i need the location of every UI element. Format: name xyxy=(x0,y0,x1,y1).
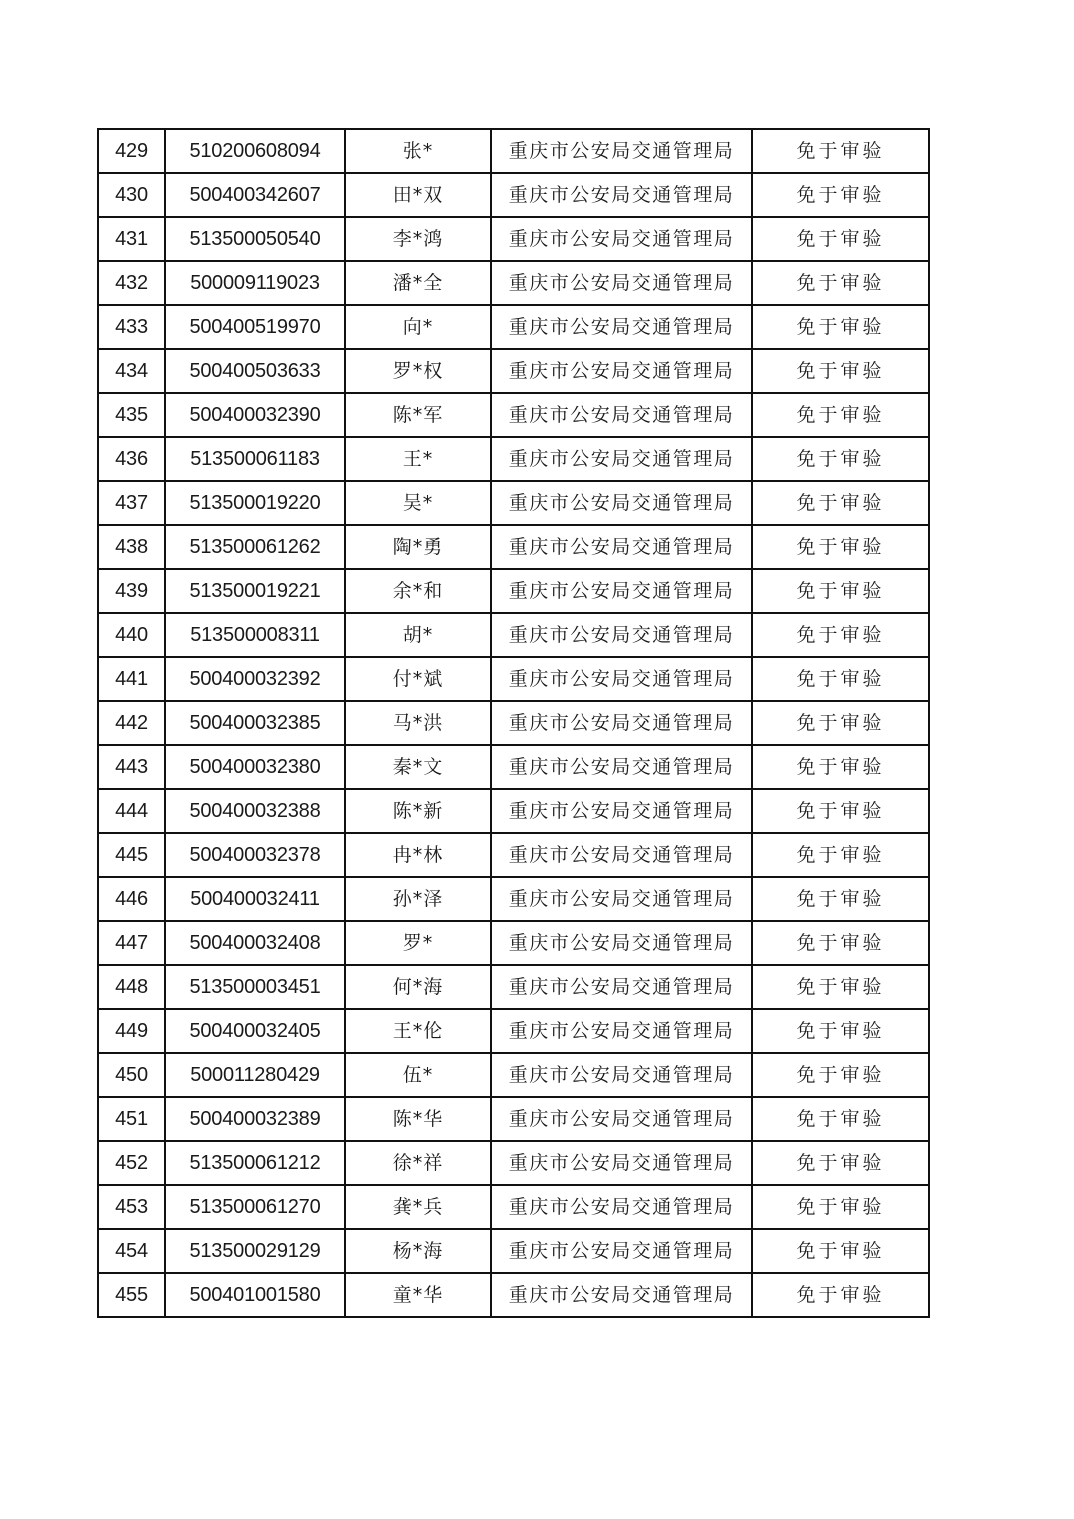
table-row xyxy=(98,701,929,745)
person-name-cell: 秦*文 xyxy=(345,745,491,789)
review-status-cell: 免于审验 xyxy=(752,1053,929,1097)
issuing-authority-cell: 重庆市公安局交通管理局 xyxy=(491,305,752,349)
issuing-authority-cell: 重庆市公安局交通管理局 xyxy=(491,1141,752,1185)
issuing-authority-cell: 重庆市公安局交通管理局 xyxy=(491,1229,752,1273)
issuing-authority-cell: 重庆市公安局交通管理局 xyxy=(491,481,752,525)
table-row xyxy=(98,1229,929,1273)
review-status-cell: 免于审验 xyxy=(752,437,929,481)
certificate-number-cell: 500400032378 xyxy=(165,833,345,877)
row-number-cell: 454 xyxy=(98,1229,165,1273)
table-row xyxy=(98,1141,929,1185)
table-row xyxy=(98,657,929,701)
table-row xyxy=(98,1053,929,1097)
review-status-cell: 免于审验 xyxy=(752,1229,929,1273)
certificate-number-cell: 513500050540 xyxy=(165,217,345,261)
review-status-cell: 免于审验 xyxy=(752,613,929,657)
row-number-cell: 429 xyxy=(98,129,165,173)
certificate-number-cell: 513500019221 xyxy=(165,569,345,613)
row-number-cell: 435 xyxy=(98,393,165,437)
certificate-number-cell: 513500061212 xyxy=(165,1141,345,1185)
table-row xyxy=(98,393,929,437)
review-status-cell: 免于审验 xyxy=(752,349,929,393)
review-status-cell: 免于审验 xyxy=(752,789,929,833)
row-number-cell: 438 xyxy=(98,525,165,569)
person-name-cell: 陈*军 xyxy=(345,393,491,437)
review-status-cell: 免于审验 xyxy=(752,1009,929,1053)
row-number-cell: 439 xyxy=(98,569,165,613)
review-status-cell: 免于审验 xyxy=(752,877,929,921)
review-status-cell: 免于审验 xyxy=(752,745,929,789)
review-status-cell: 免于审验 xyxy=(752,657,929,701)
table-row xyxy=(98,877,929,921)
person-name-cell: 陈*华 xyxy=(345,1097,491,1141)
issuing-authority-cell: 重庆市公安局交通管理局 xyxy=(491,833,752,877)
review-status-cell: 免于审验 xyxy=(752,393,929,437)
row-number-cell: 436 xyxy=(98,437,165,481)
review-status-cell: 免于审验 xyxy=(752,305,929,349)
table-row xyxy=(98,1009,929,1053)
row-number-cell: 432 xyxy=(98,261,165,305)
person-name-cell: 陶*勇 xyxy=(345,525,491,569)
person-name-cell: 付*斌 xyxy=(345,657,491,701)
certificate-number-cell: 500400032405 xyxy=(165,1009,345,1053)
person-name-cell: 马*洪 xyxy=(345,701,491,745)
issuing-authority-cell: 重庆市公安局交通管理局 xyxy=(491,921,752,965)
row-number-cell: 444 xyxy=(98,789,165,833)
table-row xyxy=(98,921,929,965)
certificate-number-cell: 513500019220 xyxy=(165,481,345,525)
row-number-cell: 433 xyxy=(98,305,165,349)
row-number-cell: 440 xyxy=(98,613,165,657)
table-row xyxy=(98,965,929,1009)
row-number-cell: 448 xyxy=(98,965,165,1009)
issuing-authority-cell: 重庆市公安局交通管理局 xyxy=(491,1185,752,1229)
issuing-authority-cell: 重庆市公安局交通管理局 xyxy=(491,657,752,701)
person-name-cell: 徐*祥 xyxy=(345,1141,491,1185)
review-status-cell: 免于审验 xyxy=(752,525,929,569)
issuing-authority-cell: 重庆市公安局交通管理局 xyxy=(491,129,752,173)
certificate-number-cell: 500011280429 xyxy=(165,1053,345,1097)
issuing-authority-cell: 重庆市公安局交通管理局 xyxy=(491,217,752,261)
row-number-cell: 434 xyxy=(98,349,165,393)
certificate-number-cell: 513500003451 xyxy=(165,965,345,1009)
person-name-cell: 罗*权 xyxy=(345,349,491,393)
roster-table-body xyxy=(98,129,929,1317)
certificate-number-cell: 500400032392 xyxy=(165,657,345,701)
row-number-cell: 445 xyxy=(98,833,165,877)
row-number-cell: 441 xyxy=(98,657,165,701)
certificate-number-cell: 500400032411 xyxy=(165,877,345,921)
person-name-cell: 张* xyxy=(345,129,491,173)
table-row xyxy=(98,217,929,261)
row-number-cell: 449 xyxy=(98,1009,165,1053)
person-name-cell: 余*和 xyxy=(345,569,491,613)
table-row xyxy=(98,305,929,349)
person-name-cell: 龚*兵 xyxy=(345,1185,491,1229)
certificate-number-cell: 500401001580 xyxy=(165,1273,345,1317)
person-name-cell: 孙*泽 xyxy=(345,877,491,921)
person-name-cell: 陈*新 xyxy=(345,789,491,833)
table-row xyxy=(98,349,929,393)
certificate-number-cell: 500400032380 xyxy=(165,745,345,789)
person-name-cell: 吴* xyxy=(345,481,491,525)
certificate-number-cell: 500400342607 xyxy=(165,173,345,217)
review-status-cell: 免于审验 xyxy=(752,173,929,217)
table-row xyxy=(98,129,929,173)
certificate-number-cell: 510200608094 xyxy=(165,129,345,173)
certificate-number-cell: 500400032390 xyxy=(165,393,345,437)
roster-table xyxy=(97,128,930,1318)
certificate-number-cell: 500400032388 xyxy=(165,789,345,833)
review-status-cell: 免于审验 xyxy=(752,1097,929,1141)
issuing-authority-cell: 重庆市公安局交通管理局 xyxy=(491,613,752,657)
table-row xyxy=(98,261,929,305)
person-name-cell: 胡* xyxy=(345,613,491,657)
table-row xyxy=(98,1097,929,1141)
issuing-authority-cell: 重庆市公安局交通管理局 xyxy=(491,261,752,305)
review-status-cell: 免于审验 xyxy=(752,701,929,745)
person-name-cell: 潘*全 xyxy=(345,261,491,305)
issuing-authority-cell: 重庆市公安局交通管理局 xyxy=(491,1097,752,1141)
row-number-cell: 442 xyxy=(98,701,165,745)
table-row xyxy=(98,481,929,525)
certificate-number-cell: 513500029129 xyxy=(165,1229,345,1273)
issuing-authority-cell: 重庆市公安局交通管理局 xyxy=(491,1053,752,1097)
issuing-authority-cell: 重庆市公安局交通管理局 xyxy=(491,437,752,481)
review-status-cell: 免于审验 xyxy=(752,1185,929,1229)
row-number-cell: 430 xyxy=(98,173,165,217)
person-name-cell: 李*鸿 xyxy=(345,217,491,261)
table-row xyxy=(98,833,929,877)
review-status-cell: 免于审验 xyxy=(752,261,929,305)
table-row xyxy=(98,745,929,789)
table-row xyxy=(98,789,929,833)
row-number-cell: 455 xyxy=(98,1273,165,1317)
certificate-number-cell: 500400032385 xyxy=(165,701,345,745)
issuing-authority-cell: 重庆市公安局交通管理局 xyxy=(491,1009,752,1053)
row-number-cell: 453 xyxy=(98,1185,165,1229)
issuing-authority-cell: 重庆市公安局交通管理局 xyxy=(491,1273,752,1317)
certificate-number-cell: 513500061270 xyxy=(165,1185,345,1229)
issuing-authority-cell: 重庆市公安局交通管理局 xyxy=(491,789,752,833)
certificate-number-cell: 513500008311 xyxy=(165,613,345,657)
certificate-number-cell: 500400503633 xyxy=(165,349,345,393)
review-status-cell: 免于审验 xyxy=(752,1273,929,1317)
review-status-cell: 免于审验 xyxy=(752,921,929,965)
person-name-cell: 伍* xyxy=(345,1053,491,1097)
person-name-cell: 罗* xyxy=(345,921,491,965)
issuing-authority-cell: 重庆市公安局交通管理局 xyxy=(491,349,752,393)
review-status-cell: 免于审验 xyxy=(752,1141,929,1185)
row-number-cell: 450 xyxy=(98,1053,165,1097)
review-status-cell: 免于审验 xyxy=(752,481,929,525)
issuing-authority-cell: 重庆市公安局交通管理局 xyxy=(491,569,752,613)
row-number-cell: 443 xyxy=(98,745,165,789)
table-row xyxy=(98,1273,929,1317)
row-number-cell: 447 xyxy=(98,921,165,965)
table-row xyxy=(98,569,929,613)
table-row xyxy=(98,173,929,217)
review-status-cell: 免于审验 xyxy=(752,217,929,261)
table-row xyxy=(98,437,929,481)
table-row xyxy=(98,525,929,569)
issuing-authority-cell: 重庆市公安局交通管理局 xyxy=(491,745,752,789)
person-name-cell: 童*华 xyxy=(345,1273,491,1317)
row-number-cell: 452 xyxy=(98,1141,165,1185)
issuing-authority-cell: 重庆市公安局交通管理局 xyxy=(491,393,752,437)
table-row xyxy=(98,1185,929,1229)
review-status-cell: 免于审验 xyxy=(752,129,929,173)
review-status-cell: 免于审验 xyxy=(752,833,929,877)
row-number-cell: 437 xyxy=(98,481,165,525)
row-number-cell: 431 xyxy=(98,217,165,261)
review-status-cell: 免于审验 xyxy=(752,965,929,1009)
table-row xyxy=(98,613,929,657)
row-number-cell: 451 xyxy=(98,1097,165,1141)
certificate-number-cell: 513500061262 xyxy=(165,525,345,569)
issuing-authority-cell: 重庆市公安局交通管理局 xyxy=(491,525,752,569)
person-name-cell: 杨*海 xyxy=(345,1229,491,1273)
person-name-cell: 王* xyxy=(345,437,491,481)
certificate-number-cell: 513500061183 xyxy=(165,437,345,481)
certificate-number-cell: 500009119023 xyxy=(165,261,345,305)
certificate-number-cell: 500400519970 xyxy=(165,305,345,349)
issuing-authority-cell: 重庆市公安局交通管理局 xyxy=(491,965,752,1009)
row-number-cell: 446 xyxy=(98,877,165,921)
issuing-authority-cell: 重庆市公安局交通管理局 xyxy=(491,877,752,921)
issuing-authority-cell: 重庆市公安局交通管理局 xyxy=(491,701,752,745)
issuing-authority-cell: 重庆市公安局交通管理局 xyxy=(491,173,752,217)
person-name-cell: 田*双 xyxy=(345,173,491,217)
person-name-cell: 王*伦 xyxy=(345,1009,491,1053)
certificate-number-cell: 500400032408 xyxy=(165,921,345,965)
person-name-cell: 何*海 xyxy=(345,965,491,1009)
person-name-cell: 向* xyxy=(345,305,491,349)
certificate-number-cell: 500400032389 xyxy=(165,1097,345,1141)
person-name-cell: 冉*林 xyxy=(345,833,491,877)
review-status-cell: 免于审验 xyxy=(752,569,929,613)
